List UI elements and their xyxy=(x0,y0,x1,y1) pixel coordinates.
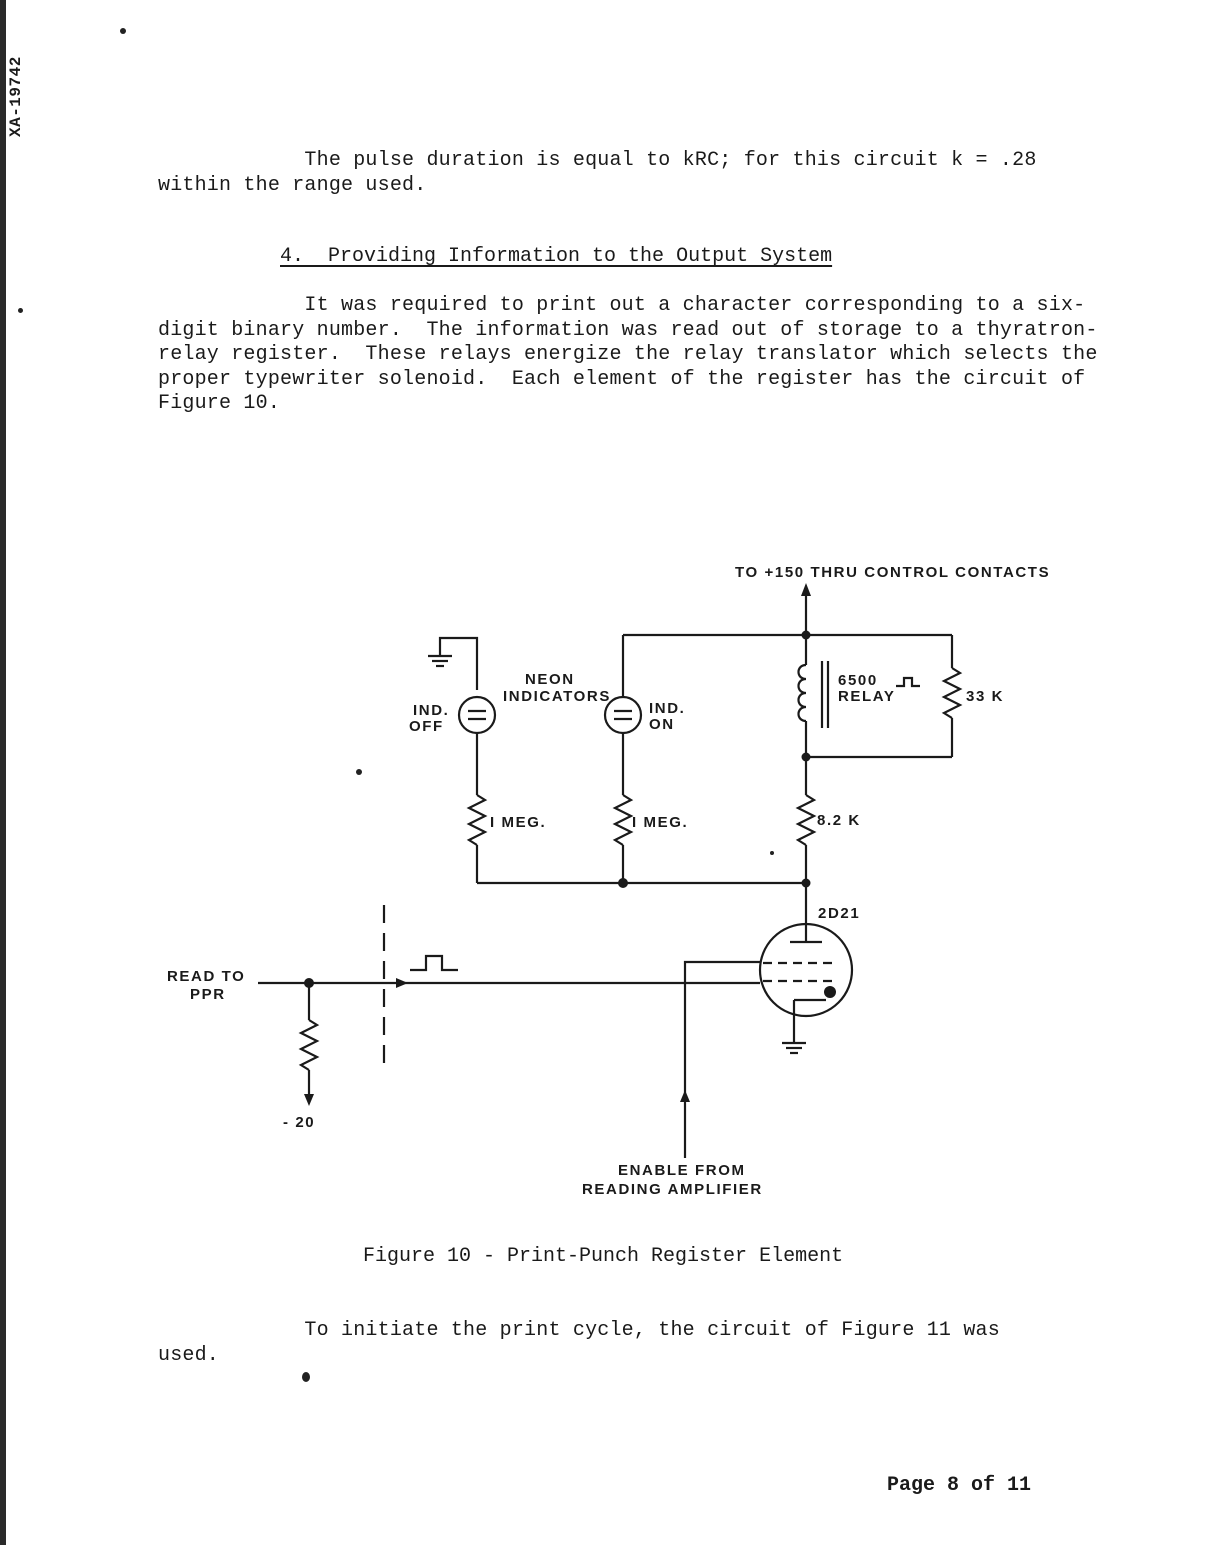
tube-label: 2D21 xyxy=(818,905,861,922)
ind-off-label-2: OFF xyxy=(409,718,444,735)
resistor-1-label: I MEG. xyxy=(490,814,547,831)
ind-off-label: IND. xyxy=(413,702,450,719)
ind-on-label-2: ON xyxy=(649,716,675,733)
enable-label-2: READING AMPLIFIER xyxy=(582,1181,763,1198)
paragraph-print-cycle xyxy=(158,1319,1000,1368)
neon-lamp-off-icon xyxy=(459,697,495,733)
text-line: Figure 10. xyxy=(158,392,281,415)
text-line: used. xyxy=(158,1343,220,1367)
enable-arrow-icon xyxy=(680,1090,690,1102)
text-line: It was required to print out a character corresponding to a six- xyxy=(158,294,1086,317)
input-label-2: PPR xyxy=(190,986,226,1003)
neon-indicators-label: INDICATORS xyxy=(503,688,611,705)
supply-label: TO +150 THRU CONTROL CONTACTS xyxy=(735,564,1051,581)
input-label: READ TO xyxy=(167,968,246,985)
enable-wire xyxy=(685,962,760,1158)
section-heading: 4. Providing Information to the Output System xyxy=(280,245,833,268)
document-id-stamp: XA-19742 xyxy=(7,56,25,137)
page-number: Page 8 of 11 xyxy=(887,1474,1032,1497)
relay-label: RELAY xyxy=(838,688,896,705)
supply-arrow-icon xyxy=(801,583,811,596)
text-line: To initiate the print cycle, the circuit of Figure 11 was xyxy=(158,1319,1000,1342)
figure-caption: Figure 10 - Print-Punch Register Element xyxy=(363,1245,844,1268)
text-line: digit binary number. The information was read out of storage to a thyratron- xyxy=(158,318,1098,342)
resistor-2-label: I MEG. xyxy=(632,814,689,831)
bias-arrow-icon xyxy=(304,1094,314,1106)
bias-label: - 20 xyxy=(283,1114,316,1131)
enable-label: ENABLE FROM xyxy=(618,1162,746,1179)
neon-lamp-on-icon xyxy=(605,697,641,733)
ind-on-label: IND. xyxy=(649,700,686,717)
junction-dot xyxy=(618,878,628,888)
text-line: The pulse duration is equal to kRC; for this circuit k = .28 xyxy=(158,149,1037,172)
scan-speck xyxy=(302,1372,310,1382)
scan-speck xyxy=(18,308,23,313)
text-line: relay register. These relays energize the relay translator which selects the xyxy=(158,343,1098,366)
resistor-icon xyxy=(944,668,960,718)
ground-icon xyxy=(428,656,452,666)
scan-speck xyxy=(120,28,126,34)
relay-resistance-label: 6500 xyxy=(838,672,878,689)
neon-label: NEON xyxy=(525,671,575,688)
text-line: within the range used. xyxy=(158,173,427,197)
scan-speck xyxy=(770,851,774,855)
ground-wire xyxy=(440,638,477,690)
resistor-icon xyxy=(301,1020,317,1070)
ohm-symbol-icon xyxy=(896,678,920,686)
resistor-icon xyxy=(615,795,631,845)
pulse-waveform-icon xyxy=(410,956,458,970)
input-arrow-icon xyxy=(396,978,408,988)
relay-coil-icon xyxy=(799,665,807,721)
scan-speck xyxy=(356,769,362,775)
ground-icon xyxy=(782,1043,806,1053)
shunt-resistor-label: 33 K xyxy=(966,688,1005,705)
resistor-3-label: 8.2 K xyxy=(817,812,861,829)
resistor-icon xyxy=(798,795,814,845)
text-line: proper typewriter solenoid. Each element of the register has the circuit of xyxy=(158,367,1086,391)
resistor-icon xyxy=(469,795,485,845)
